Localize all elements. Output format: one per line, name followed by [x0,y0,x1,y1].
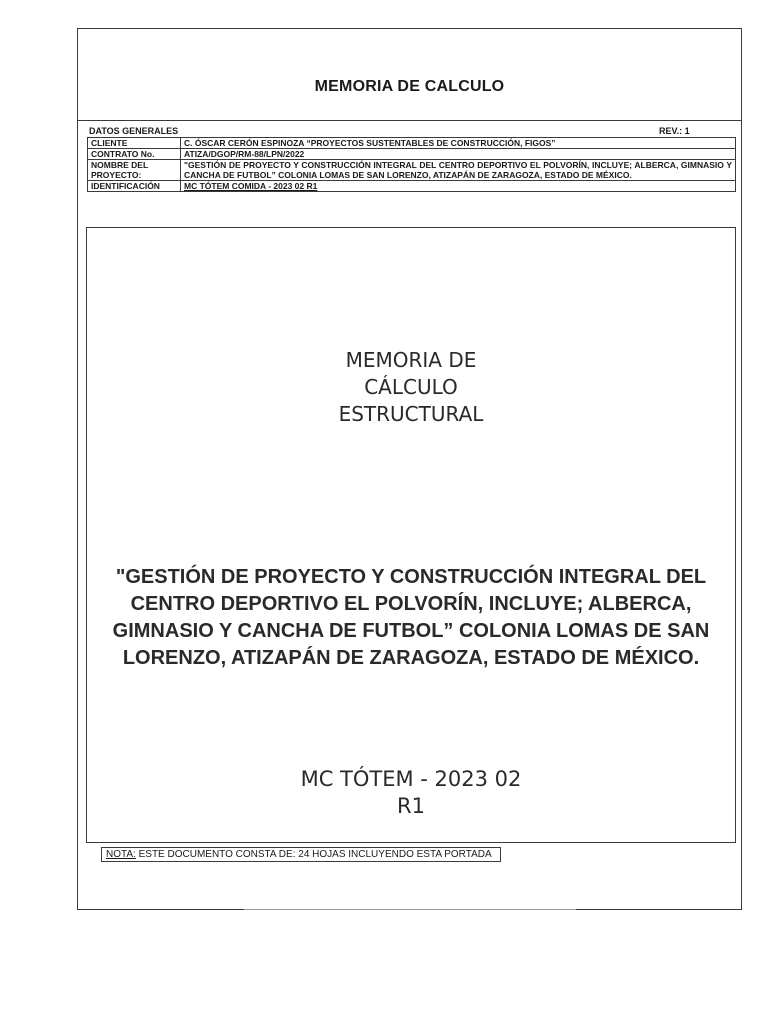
document-page [77,28,742,910]
cover-box [86,227,736,843]
note-label: NOTA: [106,849,136,860]
footer-divider [244,909,576,910]
identification-code [87,766,735,820]
note-box [101,847,501,862]
document-title-line: CÁLCULO [364,375,458,399]
table-row [88,160,736,181]
document-title [87,347,735,428]
client-key: CLIENTE [88,138,181,149]
identification-line: MC TÓTEM - 2023 02 [300,767,522,791]
document-title-line: MEMORIA DE [345,348,477,372]
table-row [88,181,736,192]
identification-line: R1 [397,794,425,818]
header-title: MEMORIA DE CALCULO [314,78,505,95]
general-data-table [87,137,736,192]
identification-value: MC TÓTEM COMIDA - 2023 02 R1 [181,181,736,192]
project-name-key: NOMBRE DEL PROYECTO: [88,160,181,181]
note-text: ESTE DOCUMENTO CONSTA DE: 24 HOJAS INCLUYENDO ESTA PORTADA [135,849,492,860]
table-row [88,149,736,160]
general-data-label: DATOS GENERALES [89,126,179,136]
revision-label: REV.: 1 [659,126,690,136]
table-row [88,138,736,149]
client-value: C. ÓSCAR CERÓN ESPINOZA “PROYECTOS SUSTENTABLES DE CONSTRUCCIÓN, FIGOS” [181,138,736,149]
project-title: "GESTIÓN DE PROYECTO Y CONSTRUCCIÓN INTEGRAL DEL CENTRO DEPORTIVO EL POLVORÍN, INCLUYE; ALBERCA, GIMNASIO Y CANCHA DE FUTBOL” COLONIA LOMAS DE SAN LORENZO, ATIZAPÁN DE ZARAGOZA, ESTADO DE MÉXICO. [112,566,710,669]
contract-key: CONTRATO No. [88,149,181,160]
identification-key: IDENTIFICACIÓN [88,181,181,192]
document-header [78,29,741,121]
contract-value: ATIZA/DGOP/RM-88/LPN/2022 [181,149,736,160]
project-name-value: "GESTIÓN DE PROYECTO Y CONSTRUCCIÓN INTEGRAL DEL CENTRO DEPORTIVO EL POLVORÍN, INCLUYE; ALBERCA, GIMNASIO Y CANCHA DE FUTBOL” COLONIA LOMAS DE SAN LORENZO, ATIZAPÁN DE ZARAGOZA, ESTADO DE MÉXICO. [181,160,736,181]
document-title-line: ESTRUCTURAL [338,402,484,426]
